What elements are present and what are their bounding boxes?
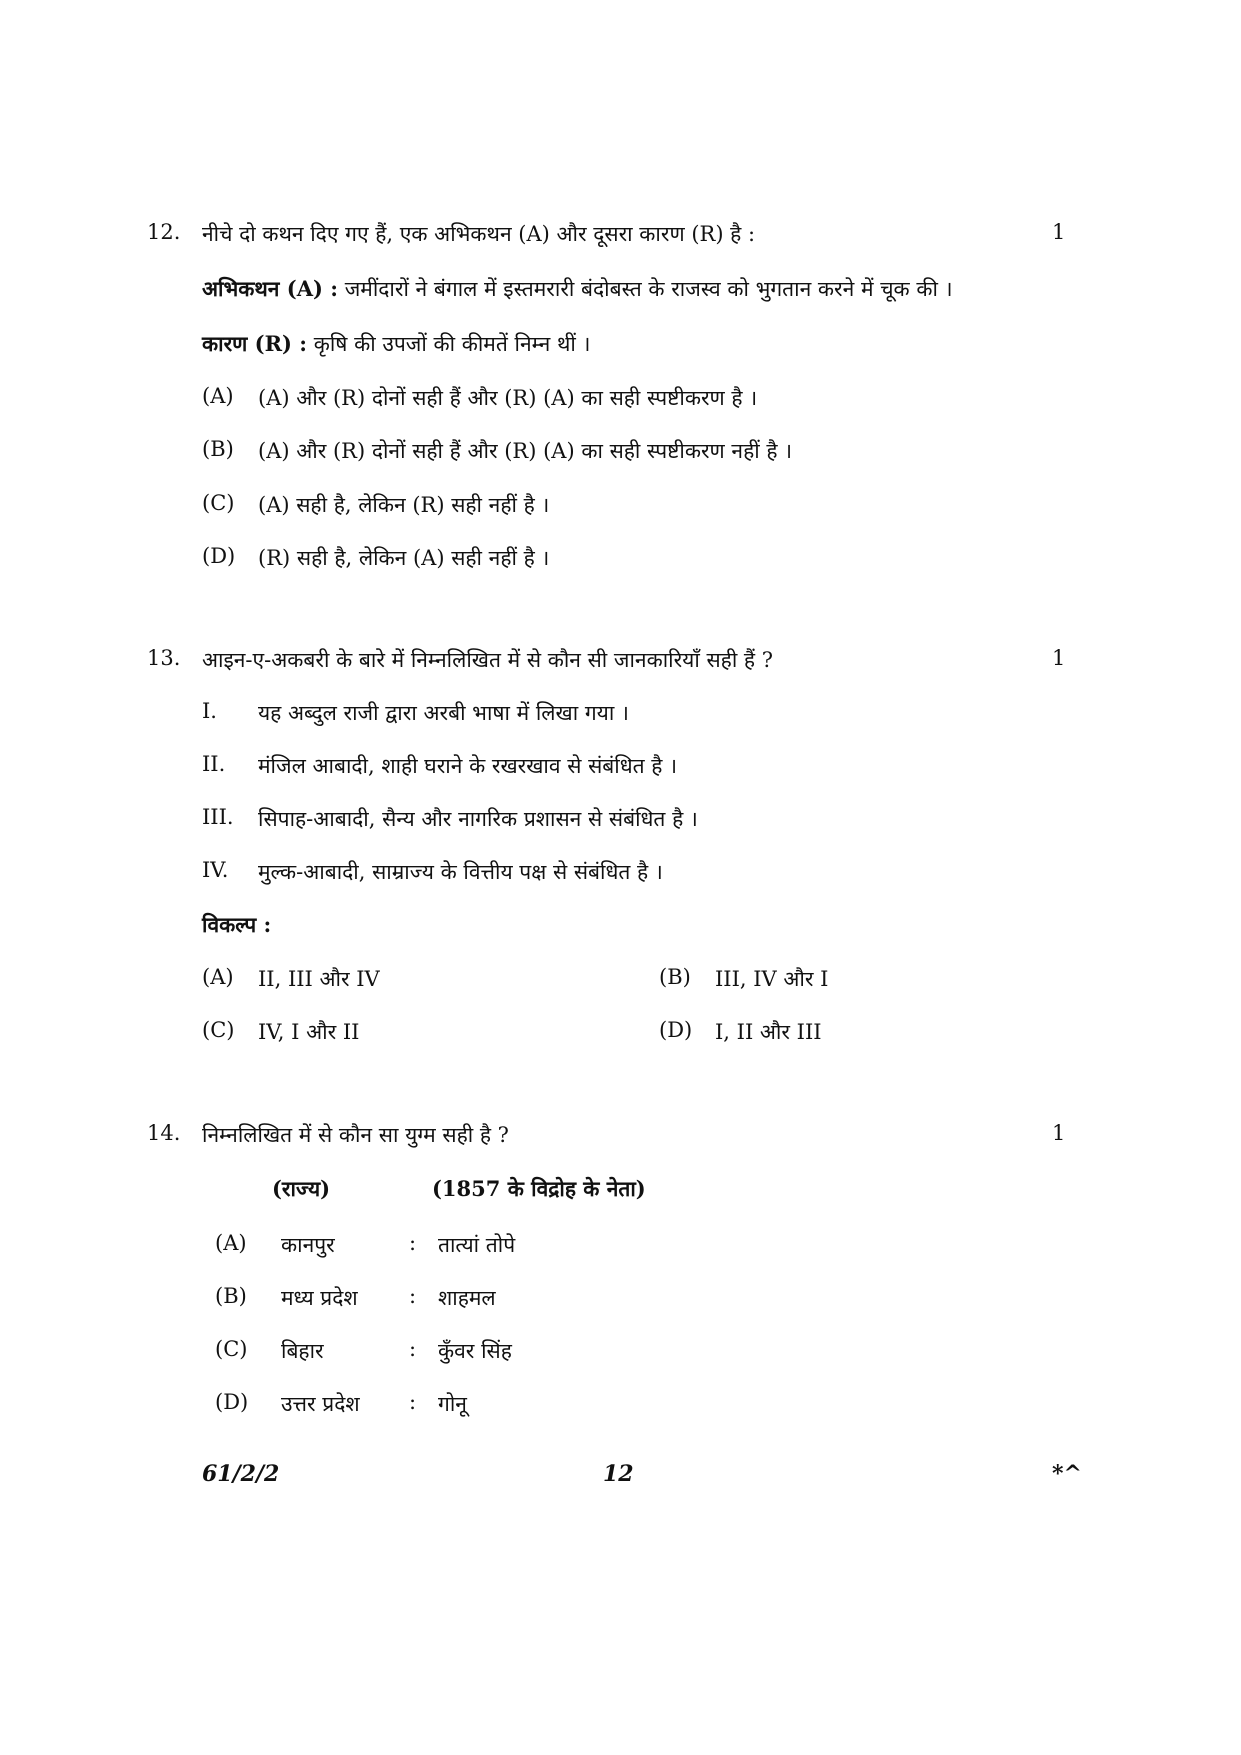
statement-label: IV.	[202, 858, 229, 882]
question-stem: नीचे दो कथन दिए गए हैं, एक अभिकथन (A) और दूसरा कारण (R) है :	[202, 222, 756, 246]
question-stem: आइन-ए-अकबरी के बारे में निम्नलिखित में से कौन सी जानकारियाँ सही हैं ?	[202, 648, 774, 672]
option-label: (D)	[215, 1390, 249, 1414]
page-mark: *^	[1052, 1461, 1082, 1487]
option-text: III, IV और I	[715, 967, 829, 991]
reason-label: कारण (R) :	[202, 331, 308, 356]
statement-text: मुल्क-आबादी, साम्राज्य के वित्तीय पक्ष से संबंधित है ।	[258, 860, 663, 884]
option-separator: :	[409, 1337, 417, 1361]
option-separator: :	[409, 1231, 417, 1255]
option-label: (D)	[202, 544, 236, 568]
option-text: IV, I और II	[258, 1020, 360, 1044]
option-leader: कुँवर सिंह	[438, 1339, 512, 1363]
question-number: 12.	[147, 220, 181, 244]
question-number: 14.	[147, 1121, 181, 1145]
page-number: 12	[603, 1461, 634, 1487]
option-state: मध्य प्रदेश	[281, 1286, 358, 1310]
option-label: (A)	[202, 965, 234, 989]
question-number: 13.	[147, 646, 181, 670]
question-marks: 1	[1052, 1121, 1066, 1145]
statement-label: III.	[202, 805, 234, 829]
statement-text: यह अब्दुल राजी द्वारा अरबी भाषा में लिखा गया ।	[258, 701, 629, 725]
assertion-text: जमींदारों ने बंगाल में इस्तमरारी बंदोबस्त के राजस्व को भुगतान करने में चूक की ।	[344, 277, 953, 301]
option-text: (A) और (R) दोनों सही हैं और (R) (A) का सही स्पष्टीकरण नहीं है ।	[258, 439, 793, 463]
option-text: (A) सही है, लेकिन (R) सही नहीं है ।	[258, 493, 550, 517]
option-label: (A)	[215, 1231, 247, 1255]
question-stem: निम्नलिखित में से कौन सा युग्म सही है ?	[202, 1123, 509, 1147]
option-leader: तात्यां तोपे	[438, 1233, 516, 1257]
option-label: (B)	[659, 965, 691, 989]
option-label: (C)	[215, 1337, 248, 1361]
paper-code: 61/2/2	[202, 1461, 280, 1487]
options-heading: विकल्प :	[202, 912, 272, 937]
option-label: (A)	[202, 384, 234, 408]
option-label: (B)	[202, 437, 234, 461]
column-header-leader: (1857 के विद्रोह के नेता)	[432, 1176, 646, 1201]
option-leader: शाहमल	[438, 1286, 496, 1310]
option-text: II, III और IV	[258, 967, 380, 991]
option-label: (B)	[215, 1284, 247, 1308]
option-state: कानपुर	[281, 1233, 335, 1257]
assertion-label: अभिकथन (A) :	[202, 276, 338, 301]
reason	[202, 330, 591, 358]
question-marks: 1	[1052, 220, 1066, 244]
statement-text: मंजिल आबादी, शाही घराने के रखरखाव से संबंधित है ।	[258, 754, 678, 778]
reason-text: कृषि की उपजों की कीमतें निम्न थीं ।	[313, 332, 591, 356]
option-separator: :	[409, 1284, 417, 1308]
option-label: (D)	[659, 1018, 693, 1042]
option-state: बिहार	[281, 1339, 324, 1363]
option-label: (C)	[202, 491, 235, 515]
option-text: (A) और (R) दोनों सही हैं और (R) (A) का सही स्पष्टीकरण है ।	[258, 386, 758, 410]
option-text: I, II और III	[715, 1020, 822, 1044]
option-leader: गोनू	[438, 1392, 467, 1416]
question-marks: 1	[1052, 646, 1066, 670]
statement-label: I.	[202, 699, 217, 723]
statement-label: II.	[202, 752, 226, 776]
column-header-state: (राज्य)	[272, 1176, 331, 1201]
option-text: (R) सही है, लेकिन (A) सही नहीं है ।	[258, 546, 550, 570]
option-label: (C)	[202, 1018, 235, 1042]
statement-text: सिपाह-आबादी, सैन्य और नागरिक प्रशासन से संबंधित है ।	[258, 807, 698, 831]
assertion	[202, 275, 953, 303]
option-state: उत्तर प्रदेश	[281, 1392, 360, 1416]
option-separator: :	[409, 1390, 417, 1414]
